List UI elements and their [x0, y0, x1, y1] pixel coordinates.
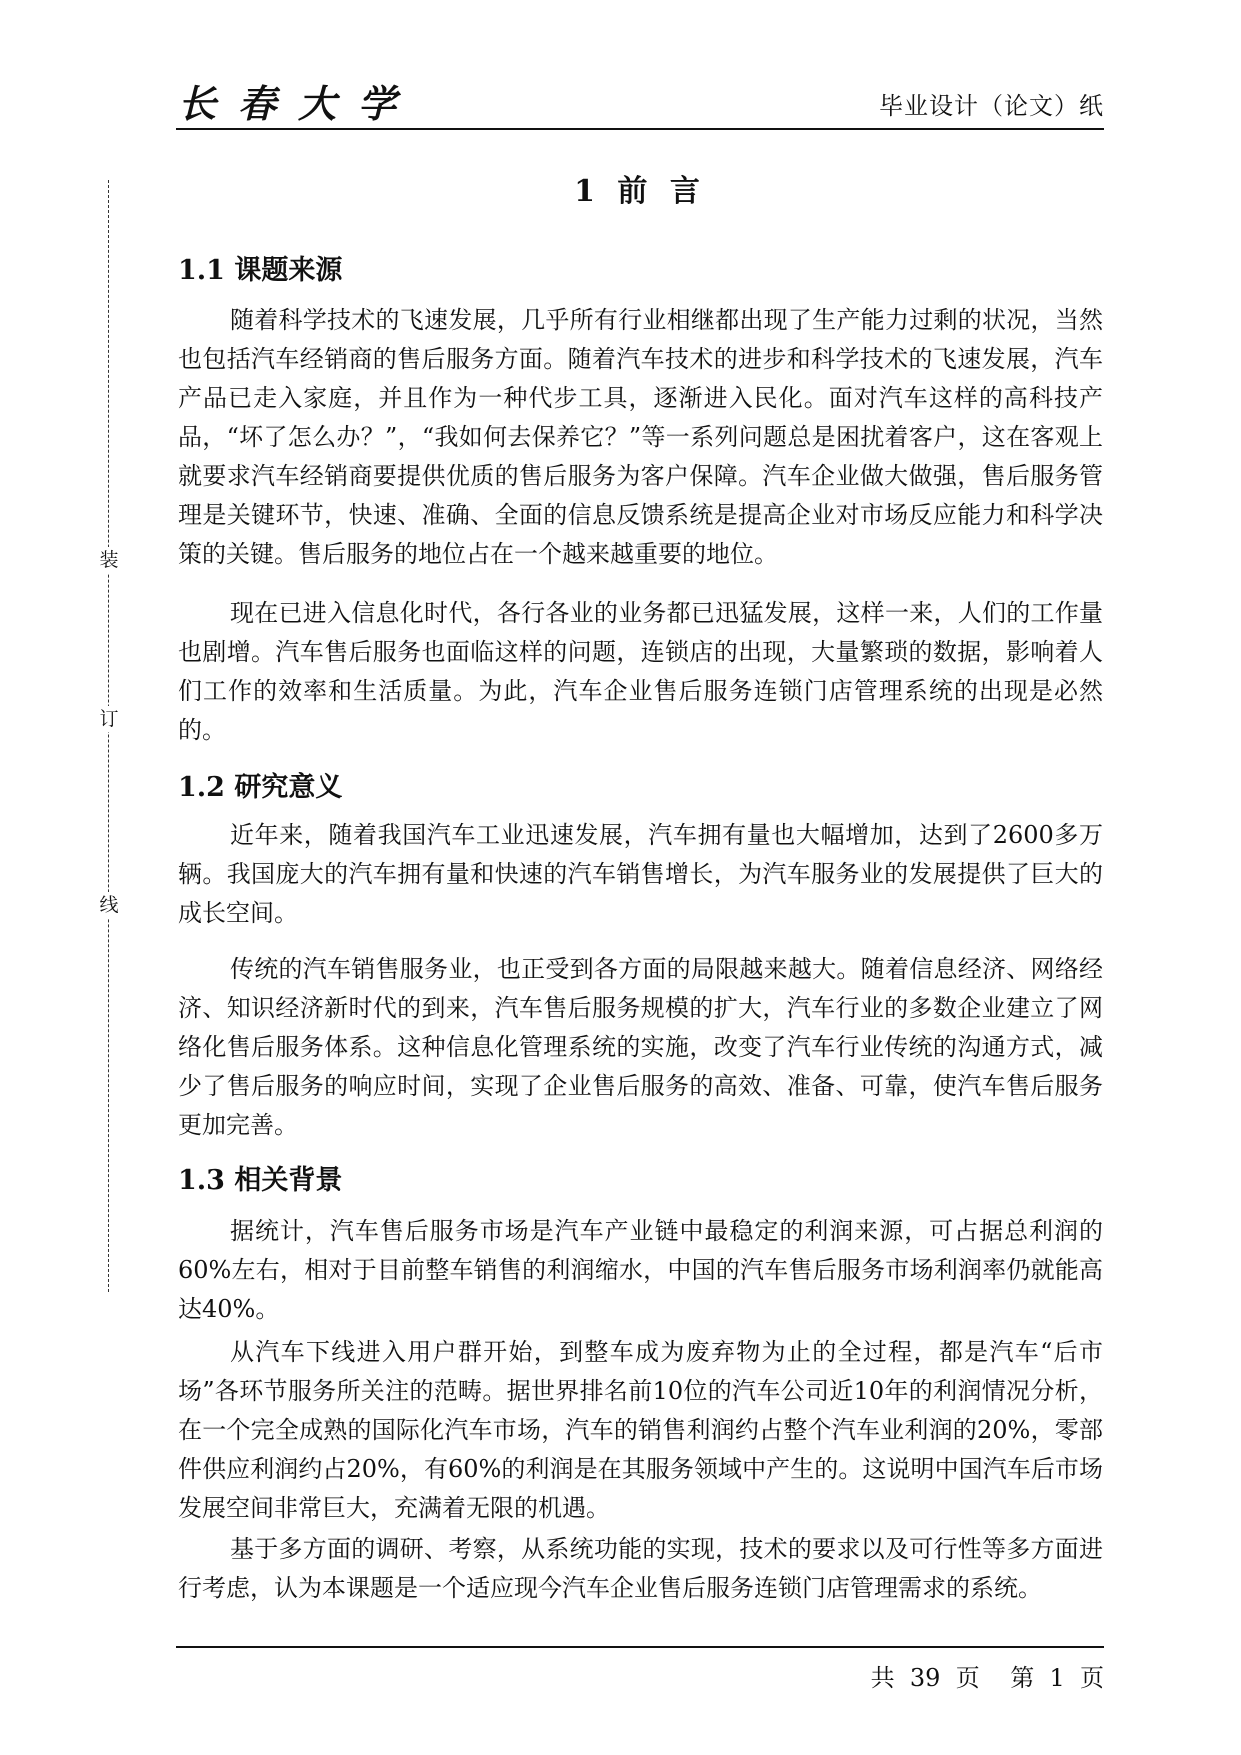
paragraph: 近年来，随着我国汽车工业迅速发展，汽车拥有量也大幅增加，达到了2600多万辆。我国庞大的汽车拥有量和快速的汽车销售增长，为汽车服务业的发展提供了巨大的成长空间。: [178, 821, 1103, 927]
university-name: 长春大学: [178, 81, 419, 126]
chapter-title: 1 前 言: [574, 174, 706, 209]
paragraph: 随着科学技术的飞速发展，几乎所有行业相继都出现了生产能力过剩的状况，当然也包括汽车经销商的售后服务方面。随着汽车技术的进步和科学技术的飞速发展，汽车产品已走入家庭，并且作为一种代步工具，逐渐进入民化。面对汽车这样的高科技产品，“坏了怎么办？”，“我如何去保养它？”等一系列问题总是困扰着客户，这在客观上就要求汽车经销商要提供优质的售后服务为客户保障。汽车企业做大做强，售后服务管理是关键环节，快速、准确、全面的信息反馈系统是提高企业对市场反应能力和科学决策的关键。售后服务的地位占在一个越来越重要的地位。: [178, 306, 1103, 568]
binding-line: [108, 180, 109, 1292]
binding-mark-xian: 线: [99, 894, 119, 916]
section-heading-1-2: 1.2 研究意义: [178, 772, 343, 803]
paragraph: 从汽车下线进入用户群开始，到整车成为废弃物为止的全过程，都是汽车“后市场”各环节服务所关注的范畴。据世界排名前10位的汽车公司近10年的利润情况分析，在一个完全成熟的国际化汽车市场，汽车的销售利润约占整个汽车业利润的20%，零部件供应利润约占20%，有60%的利润是在其服务领域中产生的。这说明中国汽车后市场发展空间非常巨大，充满着无限的机遇。: [178, 1338, 1103, 1522]
footer-divider: [176, 1646, 1104, 1648]
header-divider: [176, 128, 1104, 130]
page-number: 共 39 页 第 1 页: [870, 1664, 1104, 1692]
section-heading-1-3: 1.3 相关背景: [178, 1165, 343, 1196]
paragraph: 传统的汽车销售服务业，也正受到各方面的局限越来越大。随着信息经济、网络经济、知识经济新时代的到来，汽车售后服务规模的扩大，汽车行业的多数企业建立了网络化售后服务体系。这种信息化管理系统的实施，改变了汽车行业传统的沟通方式，减少了售后服务的响应时间，实现了企业售后服务的高效、准备、可靠，使汽车售后服务更加完善。: [178, 955, 1103, 1139]
paper-type-label: 毕业设计（论文）纸: [879, 92, 1104, 120]
paragraph: 现在已进入信息化时代，各行各业的业务都已迅猛发展，这样一来，人们的工作量也剧增。汽车售后服务也面临这样的问题，连锁店的出现，大量繁琐的数据，影响着人们工作的效率和生活质量。为此，汽车企业售后服务连锁门店管理系统的出现是必然的。: [178, 599, 1103, 744]
binding-mark-ding: 订: [99, 708, 119, 730]
paragraph: 据统计，汽车售后服务市场是汽车产业链中最稳定的利润来源，可占据总利润的60%左右，相对于目前整车销售的利润缩水，中国的汽车售后服务市场利润率仍就能高达40%。: [178, 1217, 1103, 1323]
paragraph: 基于多方面的调研、考察，从系统功能的实现，技术的要求以及可行性等多方面进行考虑，认为本课题是一个适应现今汽车企业售后服务连锁门店管理需求的系统。: [178, 1535, 1103, 1602]
page-header: [176, 82, 1104, 126]
binding-mark-zhuang: 装: [99, 549, 119, 571]
section-heading-1-1: 1.1 课题来源: [178, 255, 343, 286]
